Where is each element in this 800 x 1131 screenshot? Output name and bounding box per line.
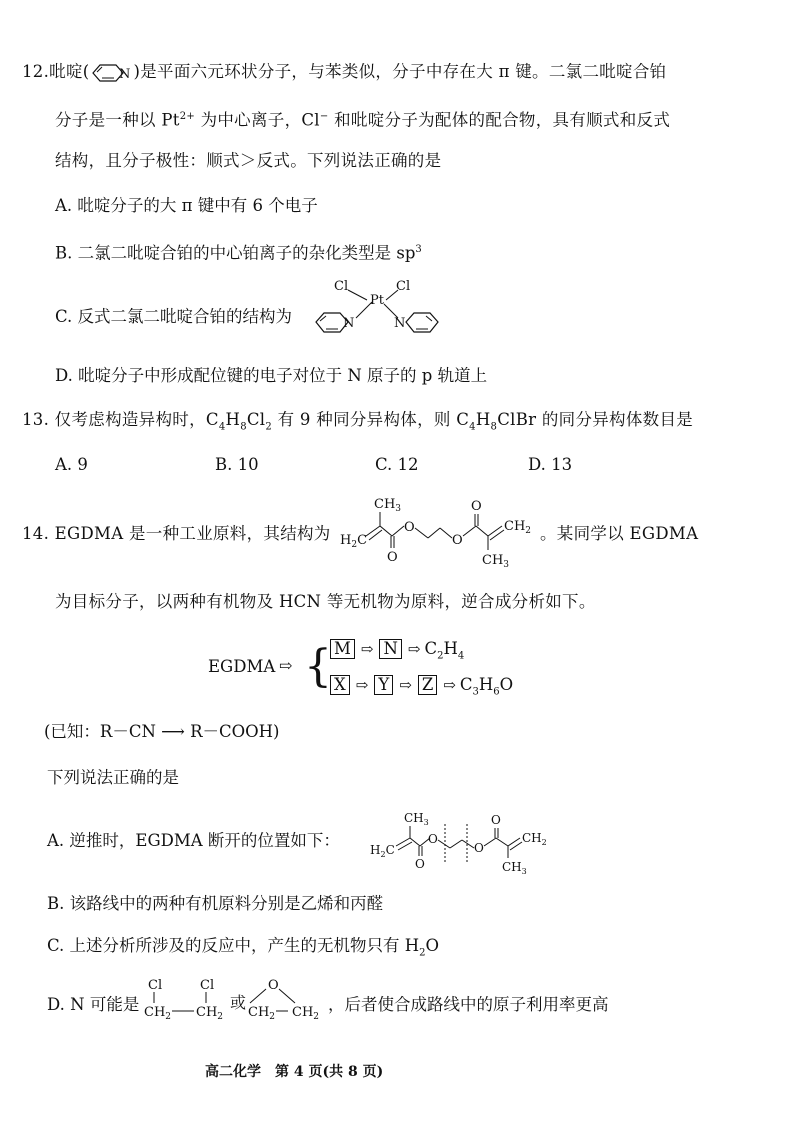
q14-prompt: 下列说法正确的是 (47, 768, 179, 787)
cleave-ester-o-right: O (474, 841, 484, 855)
q13-option-d: D. 13 (528, 455, 573, 474)
pt-right-n: N (394, 316, 406, 331)
cleave-carbonyl-o-right: O (491, 813, 501, 827)
pt-cl-right: Cl (396, 279, 411, 294)
q12-option-b: B. 二氯二吡啶合铂的中心铂离子的杂化类型是 $sp^3$ (55, 243, 422, 263)
q14-option-d-b: ，后者使合成路线中的原子利用率更高 (328, 995, 609, 1014)
egdma-carbonyl-o-right: O (471, 499, 482, 514)
q14-stem-b: 。某同学以 EGDMA (540, 524, 699, 543)
scheme-box-n: N (379, 639, 401, 659)
cleave-ch3-left: $CH_3$ (404, 811, 429, 827)
cleave-ch2-right: $CH_2$ (522, 831, 547, 847)
egdma-h2c: $H_2C$ (340, 533, 368, 550)
q14-line2: 为目标分子，以两种有机物及 HCN 等无机物为原料，逆合成分析如下。 (55, 592, 596, 611)
cleave-h2c: $H_2C$ (370, 843, 395, 859)
pt-left-n: N (343, 316, 355, 331)
q14-option-c: C. 上述分析所涉及的反应中，产生的无机物只有 $H_2O$ (47, 936, 440, 959)
q12-line1: 12.吡啶( N )是平面六元环状分子，与苯类似，分子中存在大 π 键。二氯二吡啶合铂 (22, 62, 667, 82)
epoxide-ch2-left: $CH_2$ (248, 1005, 276, 1022)
q14-option-d-a: D. N 可能是 (47, 995, 140, 1014)
q12-line2: 分子是一种以 $Pt^{2+}$ 为中心离子，Cl− 和吡啶分子为配体的配合物，具有顺式和反式 (55, 110, 671, 130)
q14-option-b: B. 该路线中的两种有机原料分别是乙烯和丙醛 (47, 894, 384, 913)
n-candidate-structures (142, 975, 352, 1025)
scheme-brace: { (304, 641, 332, 692)
scheme-arrow: ⇨ (355, 676, 369, 694)
scheme-box-y: Y (374, 675, 393, 695)
scheme-start: EGDMA (208, 657, 276, 676)
scheme-arrow-main: ⇨ (279, 656, 293, 675)
q12-line3: 结构，且分子极性：顺式＞反式。下列说法正确的是 (55, 151, 442, 170)
cleave-ch3-right: $CH_3$ (502, 860, 527, 876)
scheme-arrow: ⇨ (399, 676, 412, 694)
egdma-ch2-right: $CH_2$ (504, 519, 532, 536)
egdma-structure (340, 494, 530, 569)
pyridine-inline-structure (89, 62, 133, 82)
egdma-ch3-left: $CH_3$ (374, 497, 402, 514)
pt-cl-left: Cl (334, 279, 349, 294)
cleave-ester-o-left: O (428, 832, 438, 846)
pt-center: Pt (370, 293, 384, 308)
q12-option-d: D. 吡啶分子中形成配位键的电子对位于 N 原子的 p 轨道上 (55, 366, 488, 385)
scheme-row-2: X ⇨ Y ⇨ Z ⇨ $C_3H_6O$ (328, 674, 513, 703)
q12-option-a: A. 吡啶分子的大 π 键中有 6 个电子 (55, 196, 318, 215)
trans-pt-complex-structure (312, 276, 452, 346)
scheme-box-z: Z (418, 675, 437, 695)
q14-stem-a: 14. EGDMA 是一种工业原料，其结构为 (22, 524, 331, 543)
dichloro-ch2-left: $CH_2$ (144, 1005, 172, 1022)
q13-option-a: A. 9 (55, 455, 88, 474)
scheme-box-m: M (330, 639, 355, 659)
egdma-ch3-right: $CH_3$ (482, 553, 510, 570)
q12-option-c: C. 反式二氯二吡啶合铂的结构为 (55, 307, 293, 326)
egdma-carbonyl-o-left: O (387, 550, 398, 565)
scheme-arrow: ⇨ (360, 640, 374, 658)
dichloro-ch2-right: $CH_2$ (196, 1005, 224, 1022)
q13-option-c: C. 12 (375, 455, 419, 474)
cleave-carbonyl-o-left: O (415, 857, 425, 871)
page-footer: 高二化学 第 4 页(共 8 页) (205, 1064, 384, 1080)
q13-stem: 13. 仅考虑构造异构时，$C_4H_8Cl_2$ 有 9 种同分异构体，则 $C_4H_8ClBr$ 的同分异构体数目是 (22, 410, 694, 433)
q14-known: (已知：R－CN ⟶ R－COOH) (44, 722, 280, 741)
q13-option-b: B. 10 (215, 455, 259, 474)
dichloro-cl-right: Cl (200, 978, 215, 993)
optD-or: 或 (230, 993, 247, 1012)
dichloro-cl-left: Cl (148, 978, 163, 993)
epoxide-ch2-right: $CH_2$ (292, 1005, 320, 1022)
scheme-box-x: X (330, 675, 350, 695)
egdma-ester-o-right: O (452, 533, 463, 548)
scheme-arrow: ⇨ (443, 676, 456, 694)
egdma-cleavage-structure (370, 808, 560, 878)
pyridine-n-label: N (119, 67, 132, 82)
scheme-row-1: M ⇨ N ⇨ $C_2H_4$ (328, 638, 464, 667)
q14-option-a: A. 逆推时，EGDMA 断开的位置如下： (47, 831, 340, 850)
scheme-arrow: ⇨ (407, 640, 421, 658)
epoxide-o: O (268, 978, 279, 993)
q12-number: 12. (22, 62, 50, 81)
egdma-ester-o-left: O (404, 520, 415, 535)
